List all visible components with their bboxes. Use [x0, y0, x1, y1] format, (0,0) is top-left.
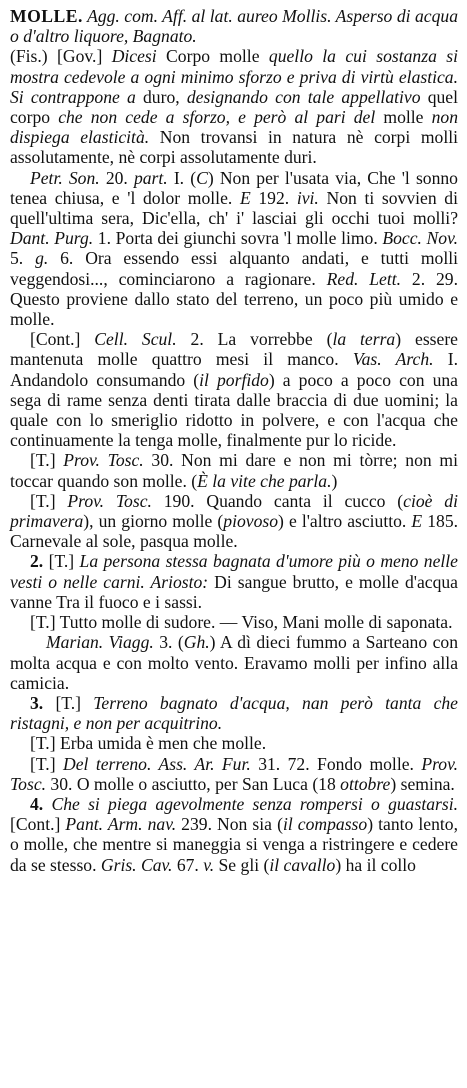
entry-lemma: MOLLE. [10, 6, 83, 26]
sense-number: 3. [30, 692, 44, 713]
citation-paragraph: Marian. Viagg. 3. (Gh.) A dì dieci fummo a Sarteano con molta acqua e con molto vento. Eravamo molli per infino alla camicia. [10, 632, 458, 693]
proverb-paragraph: [T.] Prov. Tosc. 30. Non mi dare e non mi tòrre; non mi toccar quando son molle. (È la vite che parla.) [10, 450, 458, 491]
sense-number: 2. [30, 551, 44, 572]
citation-paragraph: [Cont.] Cell. Scul. 2. La vorrebbe (la terra) essere mantenuta molle quattro mesi il manco. Vas. Arch. I. Andandolo consumando (il porfido) a poco a poco con una sega di rame senza denti tirata dalle braccia di due uomini; la quale con lo smeriglio ridotto in polvere, e con l'acqua che continuamente la tenga molle, finalmente pur lo ricide. [10, 329, 459, 451]
sense-3: 3. [T.] Terreno bagnato d'acqua, nan però tanta che ristagni, e non per acquitrino. [10, 692, 458, 734]
sense-2: 2. [T.] La persona stessa bagnata d'umore più o meno nelle vesti o nelle carni. Ariosto: Di sangue brutto, e molle d'acqua vanne Tra il fuoco e i sassi. [10, 551, 458, 612]
proverb-paragraph: [T.] Prov. Tosc. 190. Quando canta il cucco (cioè di primavera), un giorno molle (piovoso) e l'altro asciutto. E 185. Carnevale al sole, pasqua molle. [10, 490, 459, 552]
citation-paragraph: Petr. Son. 20. part. I. (C) Non per l'usata via, Che 'l sonno tenea chiusa, e 'l dolor molle. E 192. ivi. Non ti sovvien di quell'ultima sera, Dic'ella, ch' i' lasciai gli occhi tuoi molli? Dant. Purg. 1. Porta dei giunchi sovra 'l molle limo. Bocc. Nov. 5. g. 6. Ora essendo essi alquanto andati, e tutti molli veggendosi..., cominciarono a ragionare. Red. Lett. 2. 29. Questo proviene dallo stato del terreno, un poco più umido e molle. [10, 167, 459, 330]
sense-label: (Fis.) [Gov.] [10, 46, 112, 67]
sense-number: 4. [30, 793, 44, 814]
entry-definition: MOLLE. Agg. com. Aff. al lat. aureo Mollis. Asperso di acqua o d'altro liquore, Bagnato. (Fis.) [Gov.] Dicesi Corpo molle quello la cui sostanza si mostra cedevole a ogni minimo sforzo e priva di virtù elastica. Si contrappone a duro, designando con tale appellativo quel corpo che non cede a sforzo, e però al pari del molle non dispiega elasticità. Non trovansi in natura nè corpi molli assolutamente, nè corpi assolutamente duri. [10, 6, 458, 168]
example-paragraph: [T.] Tutto molle di sudore. — Viso, Mani molle di saponata. [30, 612, 453, 633]
sense-4: 4. Che si piega agevolmente senza rompersi o guastarsi. [Cont.] Pant. Arm. nav. 239. Non sia (il compasso) tanto lento, o molle, che mentre si maneggia si venga a ristringere e cedere da se stesso. Gris. Cav. 67. v. Se gli (il cavallo) ha il collo [10, 793, 458, 875]
citation-paragraph: [T.] Del terreno. Ass. Ar. Fur. 31. 72. Fondo molle. Prov. Tosc. 30. O molle o asciutto, per San Luca (18 ottobre) semina. [10, 753, 458, 794]
example-paragraph: [T.] Erba umida è men che molle. [30, 733, 267, 754]
